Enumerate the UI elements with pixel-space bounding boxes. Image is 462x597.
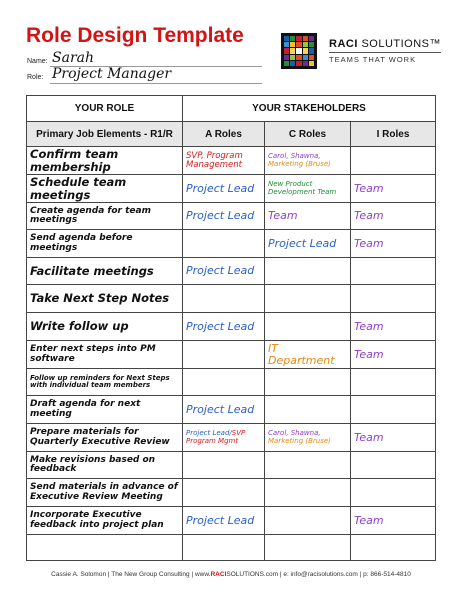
a-role-cell: Project Lead	[183, 396, 265, 424]
table-row	[27, 341, 436, 369]
column-header-task: Primary Job Elements - R1/R	[27, 122, 183, 147]
a-role-cell	[183, 369, 265, 396]
table-row	[27, 313, 436, 341]
role-underline	[50, 83, 262, 84]
role-label: Role:	[27, 74, 44, 81]
a-role-cell: Project Lead	[183, 313, 265, 341]
table-row	[27, 230, 436, 258]
task-cell: Incorporate Executive feedback into project plan	[27, 507, 183, 535]
a-role-cell	[183, 535, 265, 561]
task-cell: Confirm team membership	[27, 147, 183, 175]
a-role-cell	[183, 341, 265, 369]
task-cell: Take Next Step Notes	[27, 285, 183, 313]
table-row	[27, 452, 436, 479]
task-cell: Facilitate meetings	[27, 258, 183, 285]
i-role-cell: Team	[351, 507, 436, 535]
i-role-cell: Team	[351, 424, 436, 452]
c-role-cell: New Product Development Team	[265, 175, 351, 203]
c-role-cell	[265, 369, 351, 396]
task-cell: Enter next steps into PM software	[27, 341, 183, 369]
task-cell: Create agenda for team meetings	[27, 203, 183, 230]
table-row	[27, 369, 436, 396]
a-role-cell: Project Lead	[183, 175, 265, 203]
a-role-cell	[183, 230, 265, 258]
i-role-cell	[351, 147, 436, 175]
a-role-cell	[183, 285, 265, 313]
c-role-cell	[265, 479, 351, 507]
c-role-cell: Team	[265, 203, 351, 230]
i-role-cell	[351, 258, 436, 285]
brand-divider	[329, 52, 441, 53]
table-row	[27, 258, 436, 285]
c-role-cell	[265, 285, 351, 313]
task-cell: Send materials in advance of Executive Review Meeting	[27, 479, 183, 507]
c-role-cell	[265, 507, 351, 535]
table-row	[27, 175, 436, 203]
c-role-cell	[265, 452, 351, 479]
a-role-cell: Project Lead	[183, 507, 265, 535]
i-role-cell	[351, 285, 436, 313]
c-role-cell	[265, 535, 351, 561]
i-role-cell	[351, 535, 436, 561]
table-row	[27, 507, 436, 535]
table-row	[27, 396, 436, 424]
a-role-cell: Project Lead	[183, 203, 265, 230]
task-cell: Draft agenda for next meeting	[27, 396, 183, 424]
c-role-cell: Project Lead	[265, 230, 351, 258]
a-role-cell: Project Lead	[183, 258, 265, 285]
table-row	[27, 203, 436, 230]
i-role-cell: Team	[351, 313, 436, 341]
table-row	[27, 147, 436, 175]
task-cell: Make revisions based on feedback	[27, 452, 183, 479]
i-role-cell	[351, 369, 436, 396]
a-role-cell	[183, 479, 265, 507]
i-role-cell: Team	[351, 230, 436, 258]
raci-logo-icon	[281, 33, 317, 69]
a-role-cell: Project Lead/SVP Program Mgmt	[183, 424, 265, 452]
table-row	[27, 479, 436, 507]
c-role-cell: IT Department	[265, 341, 351, 369]
table-row	[27, 424, 436, 452]
task-cell: Prepare materials for Quarterly Executive Review	[27, 424, 183, 452]
c-role-cell: Carol, Shawna, Marketing (Bruse)	[265, 424, 351, 452]
task-cell: Schedule team meetings	[27, 175, 183, 203]
brand-tagline: TEAMS THAT WORK	[329, 55, 417, 64]
c-role-cell	[265, 396, 351, 424]
i-role-cell: Team	[351, 203, 436, 230]
i-role-cell	[351, 396, 436, 424]
i-role-cell	[351, 479, 436, 507]
role-value: Project Manager	[52, 66, 172, 82]
page-title: Role Design Template	[26, 24, 244, 47]
column-header-a-roles: A Roles	[183, 122, 265, 147]
c-role-cell: Carol, Shawna, Marketing (Bruse)	[265, 147, 351, 175]
task-cell	[27, 535, 183, 561]
task-cell: Follow up reminders for Next Steps with individual team members	[27, 369, 183, 396]
a-role-cell	[183, 452, 265, 479]
name-value: Sarah	[52, 50, 94, 66]
stakeholders-header: YOUR STAKEHOLDERS	[183, 96, 436, 122]
i-role-cell: Team	[351, 341, 436, 369]
column-header-i-roles: I Roles	[351, 122, 436, 147]
footer-contact: Cassie A. Solomon | The New Group Consulting | www.RACISOLUTIONS.com | e: info@racisolutions.com | p: 866-514-4810	[51, 571, 411, 578]
table-row	[27, 535, 436, 561]
task-cell: Write follow up	[27, 313, 183, 341]
c-role-cell	[265, 313, 351, 341]
column-header-c-roles: C Roles	[265, 122, 351, 147]
i-role-cell: Team	[351, 175, 436, 203]
brand-name: RACI SOLUTIONS™	[329, 38, 442, 50]
your-role-header: YOUR ROLE	[27, 96, 183, 122]
name-label: Name:	[27, 58, 48, 65]
raci-table	[26, 95, 436, 561]
task-cell: Send agenda before meetings	[27, 230, 183, 258]
table-row	[27, 285, 436, 313]
a-role-cell: SVP, Program Management	[183, 147, 265, 175]
i-role-cell	[351, 452, 436, 479]
c-role-cell	[265, 258, 351, 285]
